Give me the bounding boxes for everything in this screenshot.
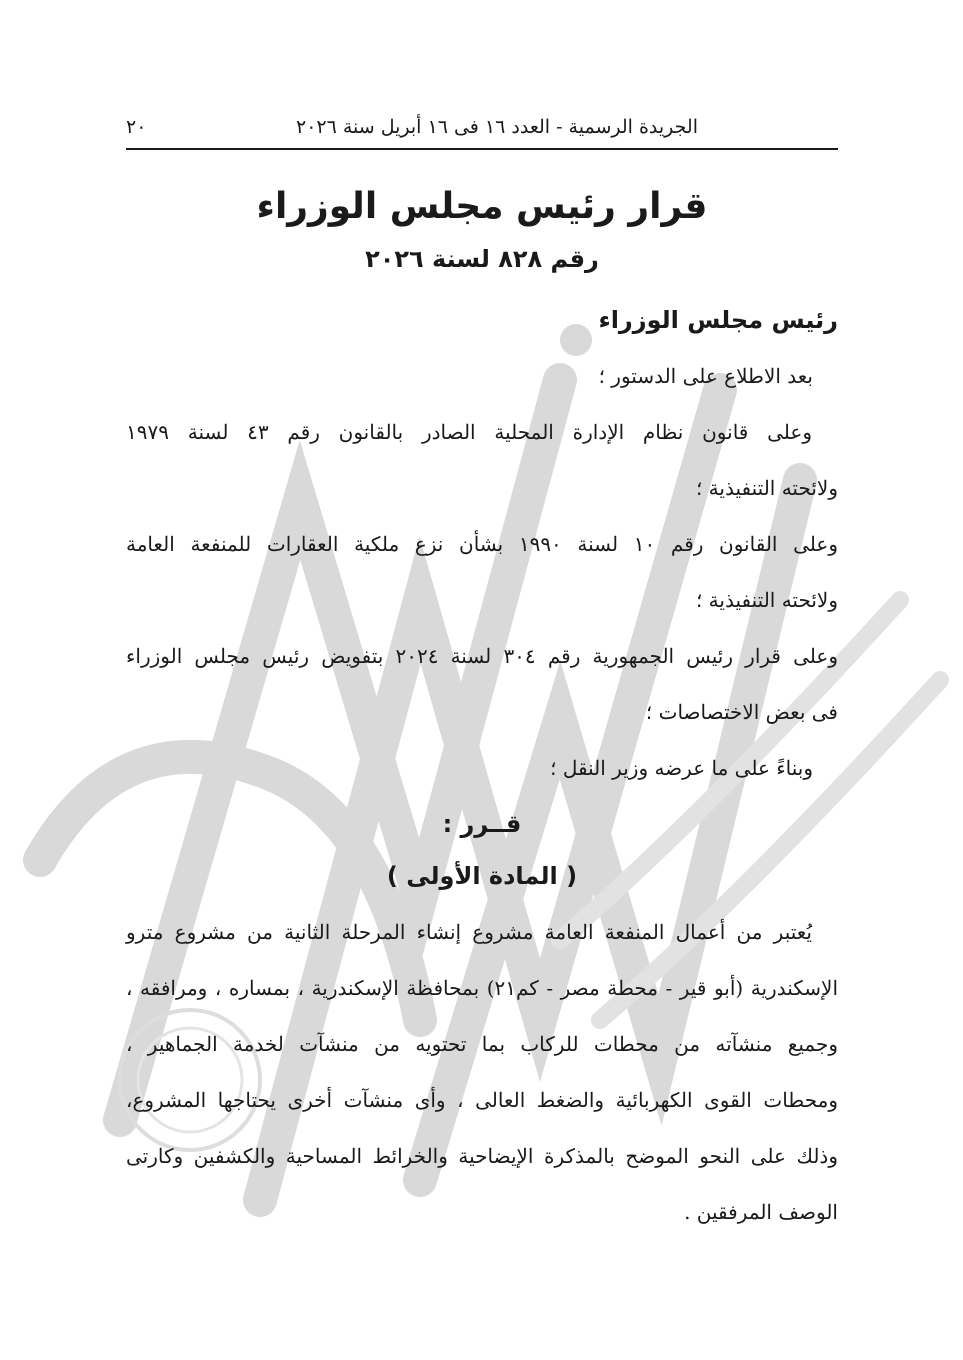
page-number: ٢٠ [126,116,147,138]
decree-title: قرار رئيس مجلس الوزراء [256,186,708,227]
article-line: ومحطات القوى الكهربائية والضغط العالى ، وأى منشآت أخرى يحتاجها المشروع، [126,1088,838,1112]
article-line: وجميع منشآته من محطات للركاب بما تحتويه من منشآت لخدمة الجماهير ، [126,1032,838,1056]
preamble-line: بعد الاطلاع على الدستور ؛ [598,364,813,388]
article-line: الوصف المرفقين . [684,1200,838,1224]
preamble-line: وعلى قرار رئيس الجمهورية رقم ٣٠٤ لسنة ٢٠٢٤ بتفويض رئيس مجلس الوزراء [126,644,839,668]
watermark-graphic [0,300,963,1260]
article-line: وذلك على النحو الموضح بالمذكرة الإيضاحية والخرائط المساحية والكشفين وكارتى [126,1144,838,1168]
article-line: يُعتبر من أعمال المنفعة العامة مشروع إنشاء المرحلة الثانية من مشروع مترو [126,920,812,944]
page-header [126,108,838,150]
article-line: الإسكندرية (أبو قير - محطة مصر - كم٢١) بمحافظة الإسكندرية ، بمساره ، ومرافقه ، [126,976,838,1000]
preamble-line: وبناءً على ما عرضه وزير النقل ؛ [550,756,813,780]
preamble-line: فى بعض الاختصاصات ؛ [645,700,838,724]
header-title: الجريدة الرسمية - العدد ١٦ فى ١٦ أبريل سنة ٢٠٢٦ [295,116,698,138]
preamble-line: وعلى قانون نظام الإدارة المحلية الصادر بالقانون رقم ٤٣ لسنة ١٩٧٩ [126,420,812,444]
preamble-line: وعلى القانون رقم ١٠ لسنة ١٩٩٠ بشأن نزع ملكية العقارات للمنفعة العامة [126,532,838,556]
preamble-line: ولائحته التنفيذية ؛ [695,588,838,612]
decided-label: قــرر : [442,810,522,838]
decree-issuer: رئيس مجلس الوزراء [598,306,838,334]
preamble-line: ولائحته التنفيذية ؛ [695,476,838,500]
article-heading: ( المادة الأولى ) [386,862,578,890]
decree-number: رقم ٨٢٨ لسنة ٢٠٢٦ [365,245,599,273]
